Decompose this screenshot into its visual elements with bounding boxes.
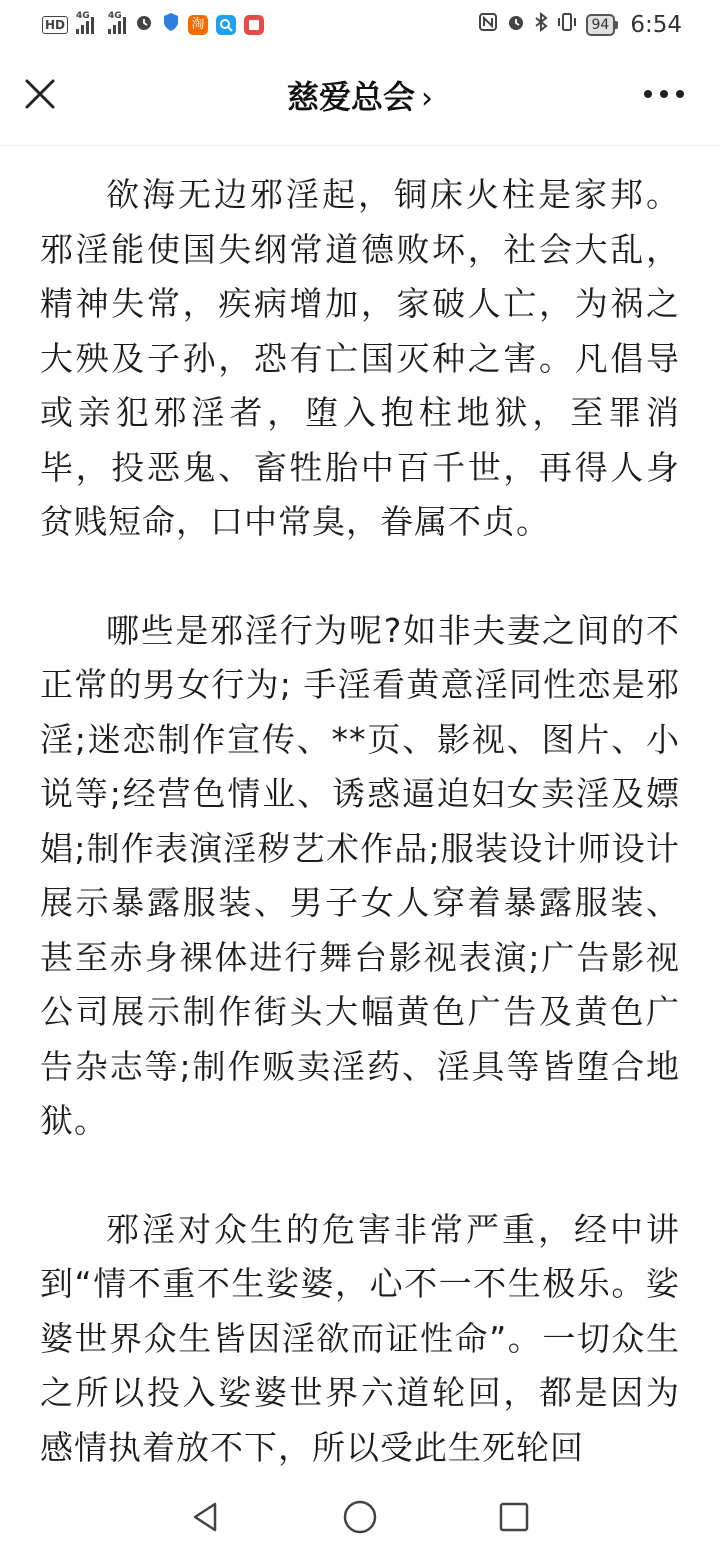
nfc-icon <box>478 12 498 38</box>
chevron-right-icon: › <box>421 81 433 116</box>
signal-1-icon <box>76 11 94 34</box>
vibrate-icon <box>556 12 578 38</box>
article-paragraph: 欲海无边邪淫起，铜床火柱是家邦。邪淫能使国失纲常道德败坏，社会大乱，精神失常，疾病增加，家破人亡，为祸之大殃及子孙，恐有亡国灭种之害。凡倡导或亲犯邪淫者，堕入抱柱地狱，至罪消毕，投恶鬼、畜牲胎中百千世，再得人身贫贱短命，口中常臭，眷属不贞。 <box>40 175 680 541</box>
network-type-1: 4G <box>76 11 90 21</box>
content-area[interactable] <box>0 146 720 1474</box>
network-type-2: 4G <box>108 11 122 21</box>
back-button[interactable] <box>184 1495 228 1539</box>
signal-2-icon <box>108 11 126 34</box>
page-title-text: 慈爱总会 <box>286 78 415 116</box>
alarm-icon <box>506 12 526 38</box>
more-button[interactable] <box>642 82 686 106</box>
search-app-icon <box>216 15 236 35</box>
recents-icon <box>498 1501 530 1533</box>
bluetooth-icon <box>534 12 548 38</box>
back-icon <box>189 1500 223 1534</box>
battery-level: 94 <box>586 14 616 36</box>
system-nav-bar <box>0 1474 720 1560</box>
book-app-icon <box>244 15 264 35</box>
hd-icon: HD <box>42 16 68 34</box>
clock: 6:54 <box>630 12 682 38</box>
title-bar <box>0 50 720 146</box>
article-paragraph: 哪些是邪淫行为呢?如非夫妻之间的不正常的男女行为; 手淫看黄意淫同性恋是邪淫;迷恋制作宣传、**页、影视、图片、小说等;经营色情业、诱惑逼迫妇女卖淫及嫖娼;制作表演淫秽艺术作品;服装设计师设计展示暴露服装、男子女人穿着暴露服装、甚至赤身裸体进行舞台影视表演;广告影视公司展示制作街头大幅黄色广告及黄色广告杂志等;制作贩卖淫药、淫具等皆堕合地狱。 <box>40 610 680 1140</box>
shield-app-icon <box>162 12 180 38</box>
article-paragraph: 邪淫对众生的危害非常严重，经中讲到“情不重不生娑婆，心不一不生极乐。娑婆世界众生皆因淫欲而证性命”。一切众生之所以投入娑婆世界六道轮回，都是因为感情执着放不下，所以受此生死轮回 <box>40 1209 680 1467</box>
page-title[interactable] <box>0 72 720 118</box>
status-bar <box>0 0 720 50</box>
alarm-icon <box>134 12 154 38</box>
battery-icon <box>586 14 619 36</box>
taobao-app-icon: 淘 <box>188 15 208 35</box>
home-button[interactable] <box>338 1495 382 1539</box>
more-dots-icon <box>642 82 686 106</box>
recents-button[interactable] <box>492 1495 536 1539</box>
home-icon <box>342 1499 378 1535</box>
status-left <box>42 12 264 38</box>
article-body <box>40 168 680 1474</box>
status-right <box>478 12 682 38</box>
